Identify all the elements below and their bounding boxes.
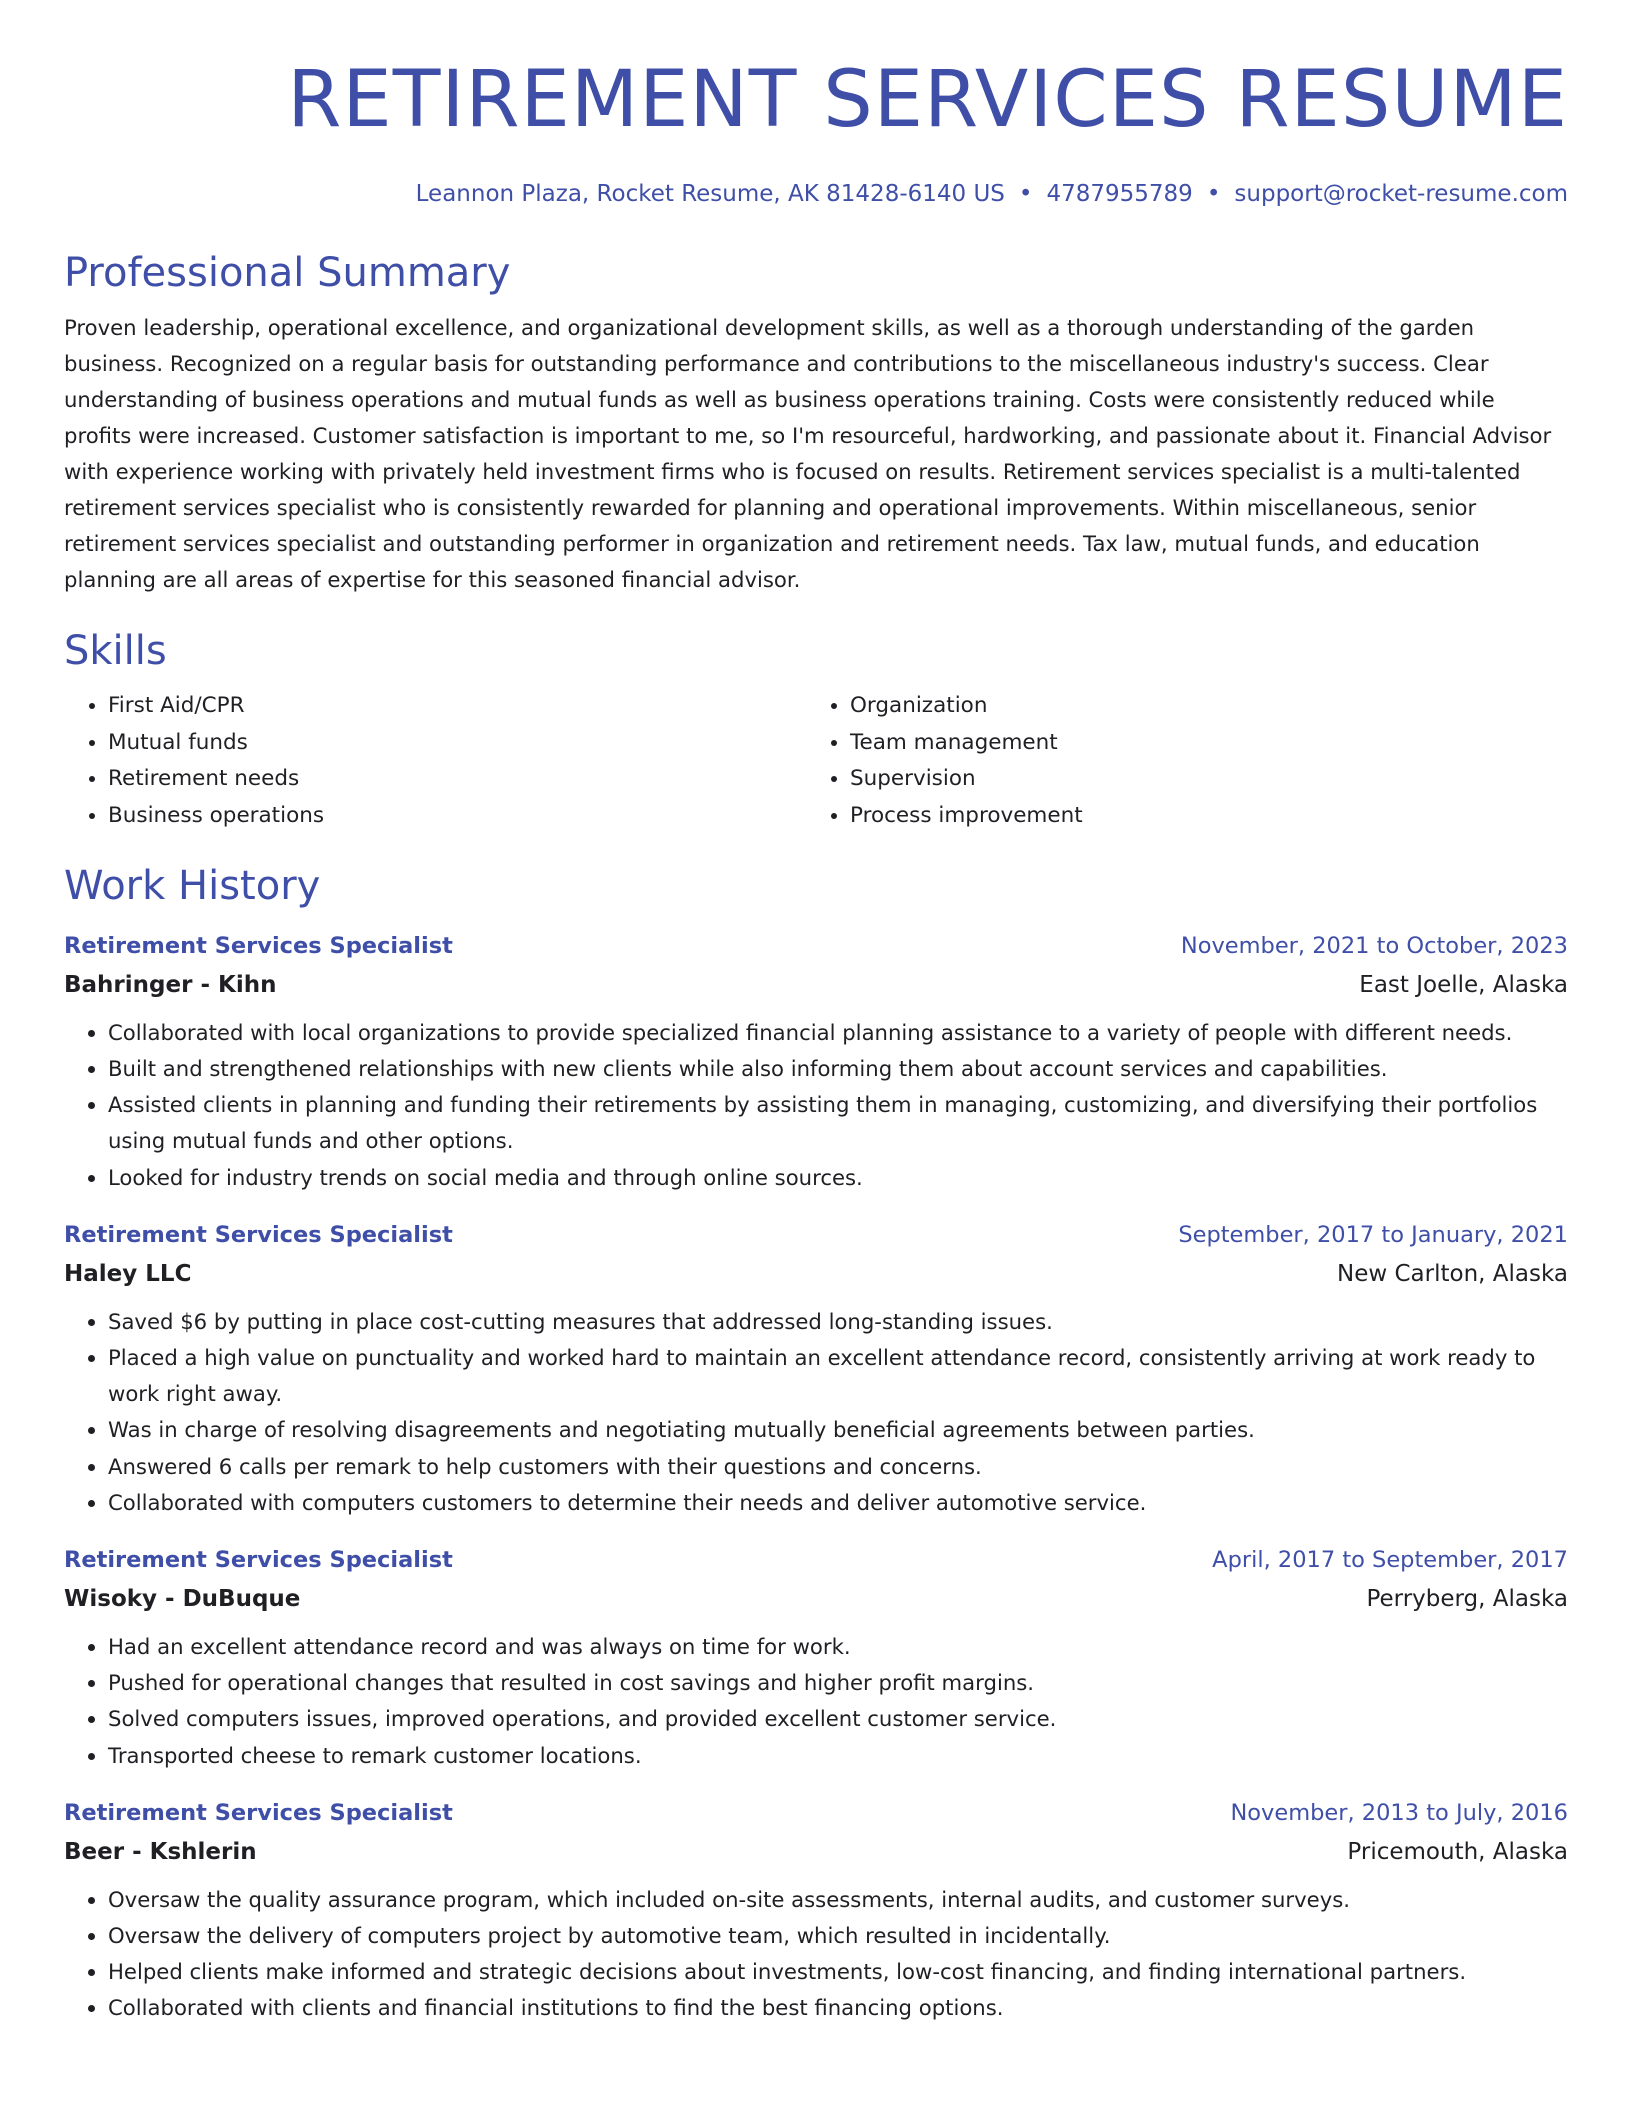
job-role: Retirement Services Specialist xyxy=(64,1799,453,1826)
job-entry xyxy=(64,1794,1568,2027)
job-location: East Joelle, Alaska xyxy=(1359,971,1568,998)
job-bullet: • Looked for industry trends on social media and through online sources. xyxy=(108,1160,1568,1196)
job-dates: November, 2013 to July, 2016 xyxy=(1230,1799,1568,1826)
job-bullets xyxy=(64,1629,1568,1774)
job-bullet: • Assisted clients in planning and funding their retirements by assisting them in managing, customizing, and diversifying their portfolios using mutual funds and other options. xyxy=(108,1087,1568,1159)
contact-email[interactable]: support@rocket-resume.com xyxy=(1234,181,1568,207)
contact-separator: • xyxy=(1018,181,1033,207)
job-subheader xyxy=(64,1254,1568,1294)
skill-item: • Organization xyxy=(850,688,1548,725)
job-bullet: • Collaborated with clients and financial institutions to find the best financing options. xyxy=(108,1990,1568,2026)
skills-heading: Skills xyxy=(64,628,167,674)
job-company: Wisoky - DuBuque xyxy=(64,1586,301,1613)
job-bullet: • Transported cheese to remark customer locations. xyxy=(108,1738,1568,1774)
skill-item: • Process improvement xyxy=(850,798,1548,835)
job-bullet: • Built and strengthened relationships with new clients while also informing them about account services and capabilities. xyxy=(108,1051,1568,1087)
job-company: Bahringer - Kihn xyxy=(64,971,277,998)
job-dates: September, 2017 to January, 2021 xyxy=(1178,1221,1568,1248)
job-bullets xyxy=(64,1882,1568,2027)
contact-address: Leannon Plaza, Rocket Resume, AK 81428-6140 US xyxy=(415,181,1005,207)
skills-list xyxy=(64,688,1568,835)
job-bullet: • Oversaw the quality assurance program, which included on-site assessments, internal audits, and customer surveys. xyxy=(108,1882,1568,1918)
job-bullet: • Helped clients make informed and strategic decisions about investments, low-cost financing, and finding international partners. xyxy=(108,1954,1568,1990)
job-entry xyxy=(64,1216,1568,1521)
skill-item: • Mutual funds xyxy=(108,725,806,762)
job-bullet: • Answered 6 calls per remark to help customers with their questions and concerns. xyxy=(108,1449,1568,1485)
job-bullet: • Solved computers issues, improved operations, and provided excellent customer service. xyxy=(108,1701,1568,1737)
job-location: Pricemouth, Alaska xyxy=(1347,1838,1568,1865)
resume-page xyxy=(64,0,1568,2027)
job-header xyxy=(64,1216,1568,1254)
job-company: Beer - Kshlerin xyxy=(64,1838,257,1865)
resume-title: RETIREMENT SERVICES RESUME xyxy=(287,55,1568,145)
job-entry xyxy=(64,927,1568,1196)
job-bullet: • Was in charge of resolving disagreements and negotiating mutually beneficial agreements between parties. xyxy=(108,1412,1568,1448)
job-location: Perryberg, Alaska xyxy=(1366,1586,1568,1613)
job-header xyxy=(64,1794,1568,1832)
job-company: Haley LLC xyxy=(64,1260,192,1287)
job-dates: April, 2017 to September, 2017 xyxy=(1212,1547,1568,1574)
summary-text: Proven leadership, operational excellence, and organizational development skills, as well as a thorough understanding of the garden business. Recognized on a regular basis for outstanding performance and contributions to the miscellaneous industry's success. Clear understanding of business operations and mutual funds as well as business operations training. Costs were consistently reduced while profits were increased. Customer satisfaction is important to me, so I'm resourceful, hardworking, and passionate about it. Financial Advisor with experience working with privately held investment firms who is focused on results. Retirement services specialist is a multi-talented retirement services specialist who is consistently rewarded for planning and operational improvements. Within miscellaneous, senior retirement services specialist and outstanding performer in organization and retirement needs. Tax law, mutual funds, and education planning are all areas of expertise for this seasoned financial advisor. xyxy=(64,315,1552,592)
skill-item: • First Aid/CPR xyxy=(108,688,806,725)
job-dates: November, 2021 to October, 2023 xyxy=(1180,932,1568,959)
skill-item: • Supervision xyxy=(850,761,1548,798)
job-role: Retirement Services Specialist xyxy=(64,932,453,959)
skill-item: • Retirement needs xyxy=(108,761,806,798)
job-subheader xyxy=(64,965,1568,1005)
summary-heading: Professional Summary xyxy=(64,250,511,296)
contact-separator: • xyxy=(1206,181,1221,207)
job-bullet: • Oversaw the delivery of computers project by automotive team, which resulted in incidentally. xyxy=(108,1918,1568,1954)
job-bullets xyxy=(64,1304,1568,1521)
job-bullet: • Collaborated with local organizations to provide specialized financial planning assistance to a variety of people with different needs. xyxy=(108,1015,1568,1051)
job-bullet: • Pushed for operational changes that resulted in cost savings and higher profit margins. xyxy=(108,1665,1568,1701)
job-bullet: • Collaborated with computers customers to determine their needs and deliver automotive service. xyxy=(108,1485,1568,1521)
job-bullet: • Had an excellent attendance record and was always on time for work. xyxy=(108,1629,1568,1665)
job-subheader xyxy=(64,1579,1568,1619)
contact-phone: 4787955789 xyxy=(1046,181,1193,207)
contact-line xyxy=(64,178,1568,210)
job-location: New Carlton, Alaska xyxy=(1337,1260,1568,1287)
job-role: Retirement Services Specialist xyxy=(64,1221,453,1248)
skills-column-left xyxy=(64,688,806,835)
skill-item: • Team management xyxy=(850,725,1548,762)
job-bullet: • Saved $6 by putting in place cost-cutting measures that addressed long-standing issues. xyxy=(108,1304,1568,1340)
job-subheader xyxy=(64,1832,1568,1872)
job-bullet: • Placed a high value on punctuality and worked hard to maintain an excellent attendance record, consistently arriving at work ready to work right away. xyxy=(108,1340,1568,1412)
work-history-heading: Work History xyxy=(64,862,321,909)
job-header xyxy=(64,1541,1568,1579)
skills-column-right xyxy=(806,688,1548,835)
job-role: Retirement Services Specialist xyxy=(64,1547,453,1574)
job-bullets xyxy=(64,1015,1568,1196)
job-entry xyxy=(64,1541,1568,1774)
job-header xyxy=(64,927,1568,965)
skill-item: • Business operations xyxy=(108,798,806,835)
